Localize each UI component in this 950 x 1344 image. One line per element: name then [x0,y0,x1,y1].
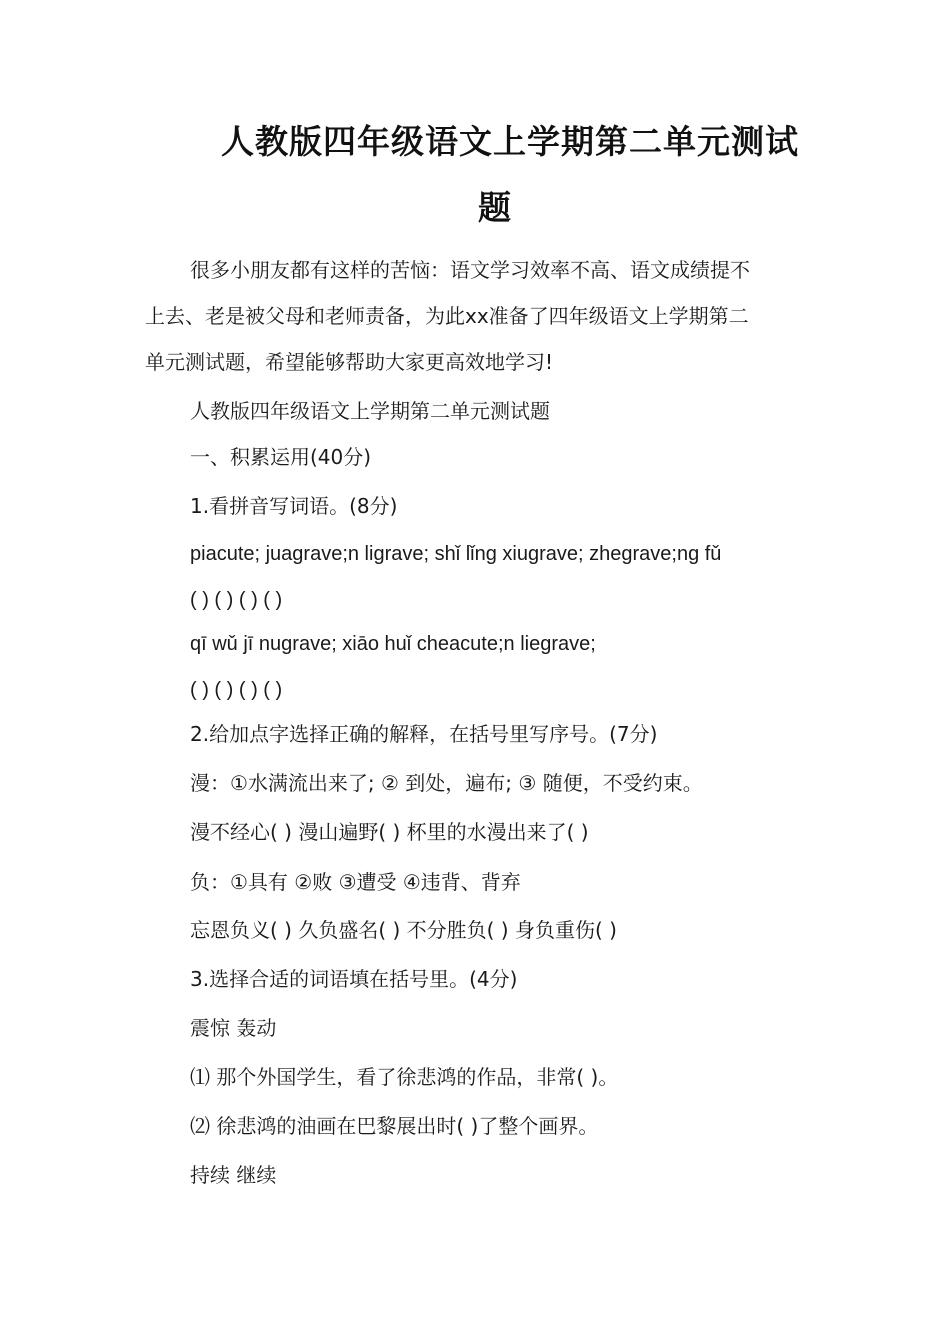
section-heading: 一、积累运用(40分) [190,445,372,469]
sentence-1: ⑴ 那个外国学生，看了徐悲鸿的作品，非常( )。 [190,1065,619,1089]
definition-fu: 负：①具有 ②败 ③遭受 ④违背、背弃 [190,870,521,894]
question-3-heading: 3.选择合适的词语填在括号里。(4分) [190,967,518,991]
pinyin-line-1: piacute; juagrave;n ligrave; shǐ lǐng xiugrave; zhegrave;ng fǔ [190,543,722,565]
definition-man: 漫：①水满流出来了; ② 到处，遍布; ③ 随便，不受约束。 [190,771,703,795]
exercise-man: 漫不经心( ) 漫山遍野( ) 杯里的水漫出来了( ) [190,820,589,844]
document-title-line-2: 题 [478,188,512,227]
intro-paragraph-line-2: 上去、老是被父母和老师责备，为此xx准备了四年级语文上学期第二 [145,304,749,328]
intro-paragraph-line-3: 单元测试题，希望能够帮助大家更高效地学习! [145,350,554,374]
word-choices-2: 持续 继续 [190,1163,277,1187]
sentence-2: ⑵ 徐悲鸿的油画在巴黎展出时( )了整个画界。 [190,1114,599,1138]
question-2-heading: 2.给加点字选择正确的解释，在括号里写序号。(7分) [190,722,658,746]
pinyin-line-2: qī wǔ jī nugrave; xiāo huǐ cheacute;n liegrave; [190,633,596,655]
document-title-line-1: 人教版四年级语文上学期第二单元测试 [221,122,799,161]
subtitle-line: 人教版四年级语文上学期第二单元测试题 [190,399,550,423]
question-1-heading: 1.看拼音写词语。(8分) [190,494,398,518]
exercise-fu: 忘恩负义( ) 久负盛名( ) 不分胜负( ) 身负重伤( ) [190,918,617,942]
word-choices-1: 震惊 轰动 [190,1016,277,1040]
intro-paragraph-line-1: 很多小朋友都有这样的苦恼：语文学习效率不高、语文成绩提不 [190,258,750,282]
answer-blanks-line-2: ( ) ( ) ( ) ( ) [190,679,283,701]
answer-blanks-line-1: ( ) ( ) ( ) ( ) [190,589,283,611]
